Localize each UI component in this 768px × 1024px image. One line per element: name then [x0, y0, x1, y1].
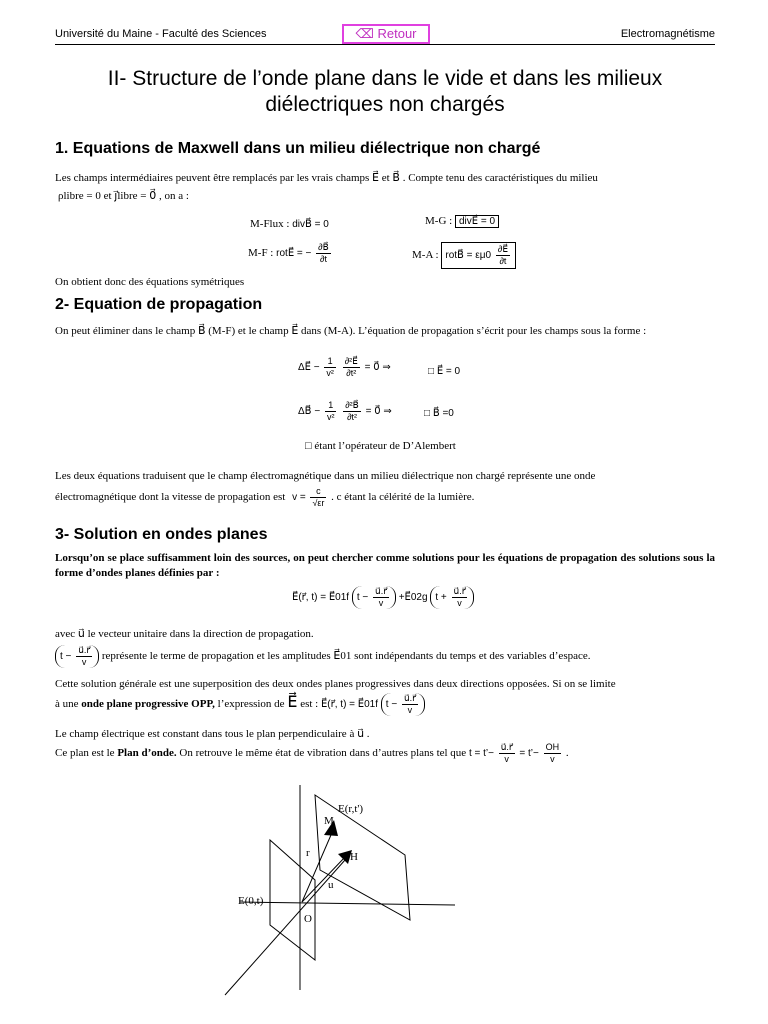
- s3-paragraph-5: [55, 692, 425, 716]
- eq1-frac2-den: ∂t²: [346, 368, 357, 378]
- figure-oblique-axis: [225, 860, 345, 995]
- p5-t: t −: [385, 699, 398, 711]
- title-line-2: diélectriques non chargés: [265, 93, 505, 116]
- sol-frac-1-den: v: [378, 598, 384, 608]
- eq1-right: = 0⃗ ⇒: [364, 362, 391, 374]
- section-1-heading: 1. Equations de Maxwell dans un milieu diélectrique non chargé: [55, 140, 541, 157]
- p5c: l’expression de: [217, 698, 285, 710]
- propagation-eq-e: [298, 356, 391, 379]
- s2-paragraph-1: On peut éliminer dans le champ B⃗ (M-F) et le champ E⃗ dans (M-A). L’équation de propagation s’écrit pour les champs sous la forme :: [55, 325, 647, 337]
- p5-frac-den: v: [407, 704, 413, 715]
- mg-equation: divE⃗ = 0: [455, 215, 499, 228]
- mg-label: M-G :: [425, 215, 453, 227]
- propagation-eq-b: [298, 400, 392, 423]
- eq1-left: ΔE⃗ −: [298, 362, 320, 374]
- s1-paragraph-1b: ρlibre = 0 et j⃗libre = 0⃗ , on a :: [58, 190, 189, 202]
- s3-paragraph-1: Lorsqu’on se place suffisamment loin des sources, on peut chercher comme solutions pour les équations de propagation des solutions sous la forme d’ondes planes définies par :: [55, 552, 715, 579]
- section-2-heading: 2- Equation de propagation: [55, 296, 263, 313]
- s2-paragraph-2: Les deux équations traduisent que le champ électromagnétique dans un milieu diélectrique non chargé représente une onde: [55, 470, 596, 482]
- dalembert-note: □ étant l’opérateur de D’Alembert: [305, 440, 456, 452]
- sol-b: t +: [435, 592, 447, 604]
- p3-t: t −: [60, 651, 72, 663]
- mf-den: ∂t: [320, 254, 327, 264]
- mflux-equation: divB⃗ = 0: [292, 219, 329, 230]
- header-rule: [55, 44, 715, 45]
- ma-num: ∂E⃗: [497, 244, 509, 254]
- p7a: Ce plan est le: [55, 747, 115, 760]
- eq2-frac1: [325, 400, 337, 423]
- p7b-plan-onde: Plan d’onde.: [117, 747, 177, 760]
- p5-e-vector: E⃗: [287, 694, 298, 711]
- eq1-frac1-den: v²: [326, 368, 334, 378]
- ma-fraction: [496, 244, 510, 267]
- mflux-label: M-Flux :: [250, 218, 290, 230]
- label-o: O: [304, 913, 312, 925]
- s3-paragraph-2: avec u⃗ le vecteur unitaire dans la direction de propagation.: [55, 628, 314, 640]
- p5-paren: [381, 693, 425, 716]
- label-h: H: [350, 851, 358, 863]
- p7-frac-ur-num: u⃗.r⃗: [500, 742, 513, 752]
- ma-den: ∂t: [499, 256, 507, 266]
- eq2-right: = 0⃗ ⇒: [365, 406, 392, 418]
- p3-frac-den: v: [81, 657, 87, 667]
- eq1-frac2-num: ∂²E⃗: [344, 356, 358, 366]
- v-den: √εr: [312, 498, 325, 508]
- ma-label: M-A :: [412, 249, 439, 262]
- s3-paragraph-7: [55, 742, 569, 765]
- p7-frac-oh-den: v: [550, 754, 555, 764]
- p7-frac-ur: [499, 742, 515, 765]
- ma-equation: rotB⃗ = εμ0: [445, 250, 492, 262]
- p5-eq: E⃗(r⃗, t) = E⃗01f: [320, 699, 379, 710]
- sol-eq: E⃗(r⃗, t) = E⃗01f: [292, 592, 350, 604]
- s3-paragraph-6: Le champ électrique est constant dans tous le plan perpendiculaire à u⃗ .: [55, 728, 370, 740]
- p7-frac-oh-num: OH: [545, 742, 560, 752]
- p7-eq1: t = t’−: [468, 748, 494, 760]
- label-e0t: E(0,t): [238, 895, 264, 907]
- p7-eq2: = t’−: [519, 748, 539, 760]
- s2-p3b: . c étant la célérité de la lumière.: [331, 491, 475, 504]
- mf-num: ∂B⃗: [318, 242, 329, 252]
- header-course: Electromagnétisme: [620, 28, 715, 40]
- page-title: [60, 66, 710, 118]
- maxwell-faraday: [248, 242, 333, 265]
- mf-equation: rotE⃗ = −: [276, 248, 312, 260]
- sol-frac-1: [373, 586, 389, 609]
- p3-text: représente le terme de propagation et les amplitudes E⃗01 sont indépendants du temps et des variables d’espace.: [101, 650, 591, 663]
- p7-frac-ur-den: v: [504, 754, 509, 764]
- label-r: r: [306, 847, 310, 859]
- p3-frac-num: u⃗.r⃗: [78, 645, 91, 655]
- eq2-frac2: [343, 400, 361, 423]
- sol-plus: +E⃗02g: [398, 592, 428, 604]
- maxwell-flux: [250, 218, 329, 230]
- eq2-frac2-den: ∂t²: [347, 412, 358, 422]
- label-ert: E(r,t'): [338, 803, 364, 815]
- eq1-frac1-num: 1: [324, 356, 336, 368]
- eq1-frac1: [324, 356, 336, 379]
- s3-paragraph-4: Cette solution générale est une superposition des deux ondes planes progressives dans deux directions opposées. Si on se limite: [55, 678, 616, 690]
- p7-frac-oh: [544, 742, 562, 765]
- eq2-frac2-num: ∂²B⃗: [345, 400, 359, 410]
- sol-paren-1: [352, 586, 396, 609]
- eq2-left: ΔB⃗ −: [298, 406, 321, 418]
- s2-p3a: électromagnétique dont la vitesse de propagation est: [55, 491, 286, 504]
- dalembert-e: □ E⃗ = 0: [428, 366, 461, 377]
- section-3-heading: 3- Solution en ondes planes: [55, 526, 268, 543]
- mf-label: M-F :: [248, 247, 274, 260]
- general-solution-eq: [292, 586, 474, 609]
- figure-horizontal-axis: [240, 902, 455, 905]
- label-u: u: [328, 879, 334, 891]
- sol-frac-2: [452, 586, 468, 609]
- eq2-frac1-den: v²: [326, 412, 335, 422]
- p5-frac: [402, 693, 418, 716]
- v-num: c: [310, 486, 326, 498]
- v-fraction: [310, 486, 326, 509]
- eq2-frac1-num: 1: [325, 400, 337, 412]
- p3-frac: [76, 645, 92, 668]
- p5d: est :: [300, 698, 319, 710]
- dalembert-b: □ B⃗ =0: [424, 408, 454, 419]
- s1-paragraph-1: Les champs intermédiaires peuvent être remplacés par les vrais champs E⃗ et B⃗ . Compte tenu des caractéristiques du milieu: [55, 172, 598, 184]
- sol-a: t −: [356, 592, 369, 604]
- v-eq: v =: [292, 492, 306, 504]
- p7c: On retrouve le même état de vibration dans d’autres plans tel que: [179, 747, 467, 760]
- plane-wave-figure: [220, 780, 460, 1000]
- p3-paren: [55, 645, 99, 668]
- sol-paren-2: [430, 586, 474, 609]
- eq1-frac2: [343, 356, 360, 379]
- s2-paragraph-3: [55, 486, 474, 509]
- ma-box: [441, 242, 516, 269]
- p7-end: .: [565, 747, 569, 760]
- header-university: Université du Maine - Faculté des Sciences: [55, 28, 267, 40]
- mf-fraction: [316, 242, 331, 265]
- label-m: M: [324, 815, 334, 827]
- sol-frac-2-num: u⃗.r⃗: [453, 586, 466, 596]
- p5-frac-num: u⃗.r⃗: [403, 692, 416, 703]
- s3-paragraph-3: [55, 645, 591, 668]
- sol-frac-1-num: u⃗.r⃗: [375, 586, 387, 596]
- vector-u: [302, 856, 346, 902]
- retour-button[interactable]: ⌫ Retour: [342, 24, 430, 44]
- maxwell-ampere: [412, 242, 516, 269]
- sol-frac-2-den: v: [457, 598, 462, 608]
- p5b-opp: onde plane progressive OPP,: [81, 698, 215, 710]
- maxwell-gauss: [425, 215, 499, 227]
- p5a: à une: [55, 698, 79, 710]
- title-line-1: II- Structure de l’onde plane dans le vide et dans les milieux: [107, 67, 663, 90]
- s1-paragraph-2: On obtient donc des équations symétriques: [55, 276, 245, 288]
